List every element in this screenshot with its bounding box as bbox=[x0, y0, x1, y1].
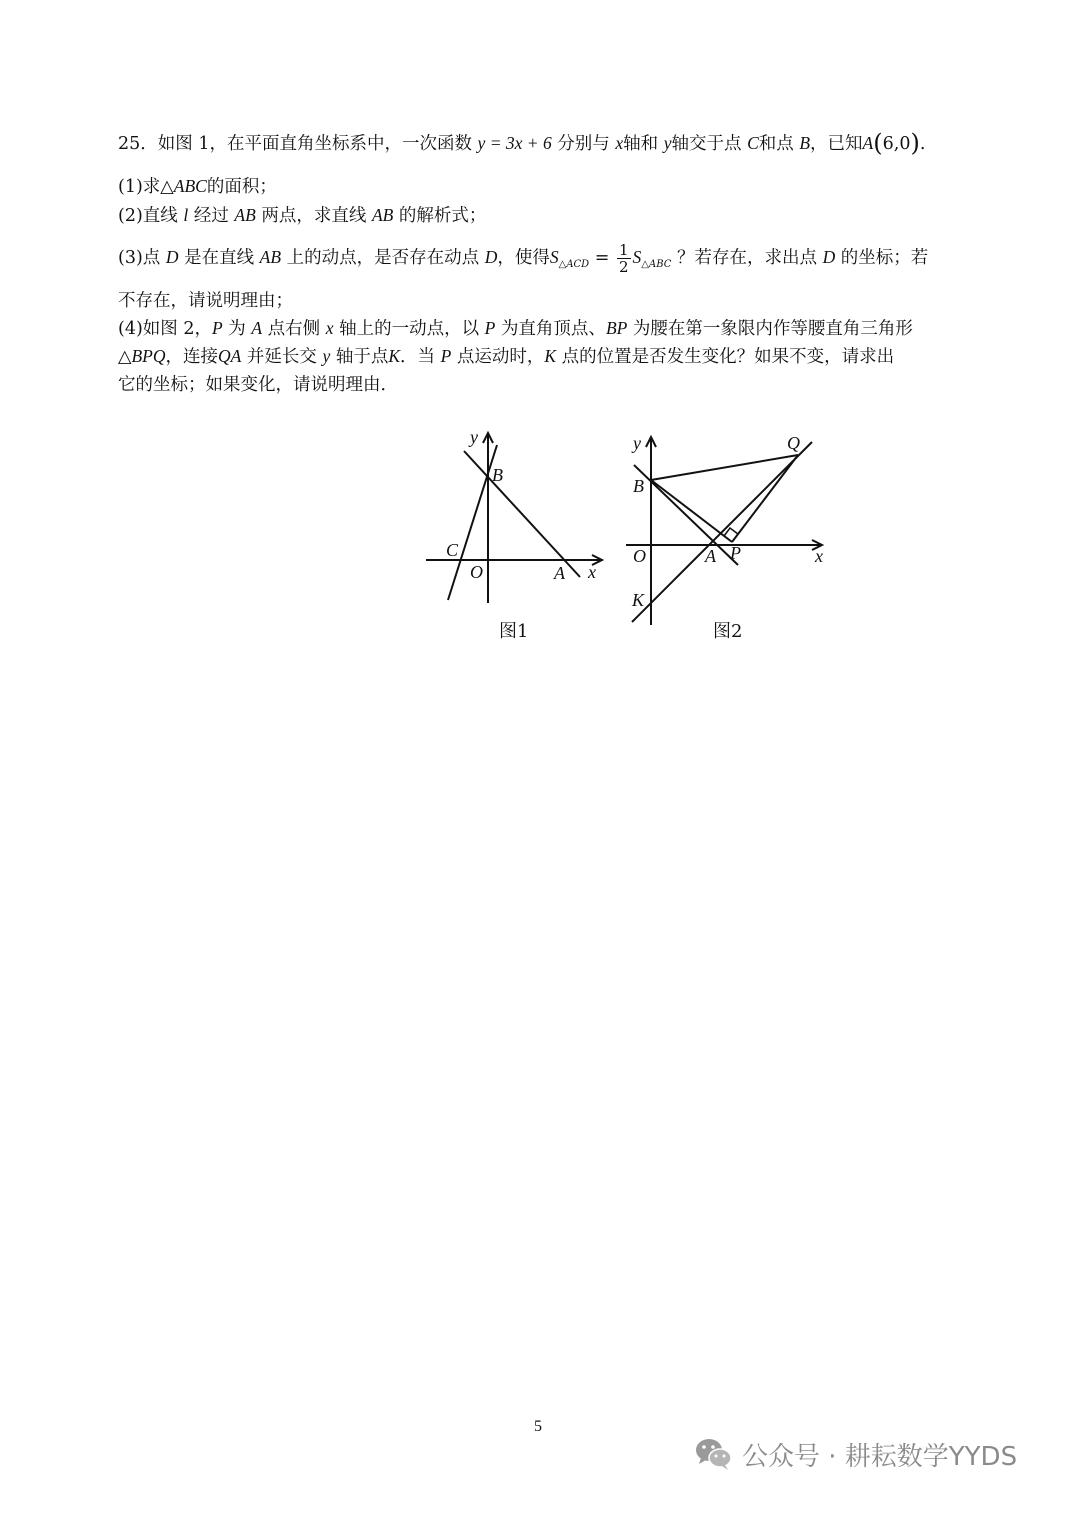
fraction-half: $\frac{1}{2}$ bbox=[619, 241, 629, 276]
figure-1-diagram bbox=[420, 425, 610, 610]
label-O: O bbox=[470, 562, 483, 582]
question-line-1: 25．如图 1，在平面直角坐标系中，一次函数 y = 3x + 6 分别与 x轴和 y轴交于点 C和点 B，已知A(6,0). bbox=[118, 129, 926, 157]
figure-1-caption: 图1 bbox=[499, 621, 529, 642]
question-part-4-line-2: △BPQ，连接QA 并延长交 y 轴于点K．当 P 点运动时，K 点的位置是否发生变化？如果不变，请求出 bbox=[118, 346, 895, 367]
label-A: A bbox=[554, 563, 565, 583]
label-A: A bbox=[705, 546, 716, 566]
figure-2-diagram bbox=[620, 425, 835, 630]
question-part-4-line-3: 它的坐标；如果变化，请说明理由． bbox=[118, 375, 398, 395]
figure-2-caption: 图2 bbox=[713, 621, 743, 642]
line-BQ bbox=[651, 455, 798, 480]
label-B: B bbox=[633, 476, 644, 496]
label-x: x bbox=[588, 562, 596, 582]
question-part-4: (4)如图 2，P 为 A 点右侧 x 轴上的一动点，以 P 为直角顶点、BP 为腰在第一象限内作等腰直角三角形 bbox=[118, 318, 913, 339]
line-B-A-extended bbox=[634, 465, 738, 565]
label-y: y bbox=[470, 427, 478, 447]
label-C: C bbox=[446, 540, 459, 560]
label-K: K bbox=[632, 590, 645, 610]
question-part-1: (1)求△ABC的面积； bbox=[118, 176, 277, 197]
label-O: O bbox=[633, 546, 646, 566]
watermark-text: 公众号 · 耕耘数学YYDS bbox=[742, 1441, 1018, 1472]
label-B: B bbox=[492, 465, 503, 485]
wechat-icon bbox=[694, 1436, 734, 1472]
line-BP bbox=[651, 480, 732, 542]
question-part-3: (3)点 D 是在直线 AB 上的动点，是否存在动点 D，使得$S_{\triangle ACD}$ = $\frac{1}{2}$ $S_{\triangle ABC}$ ？若存在，求出点 D 的坐标；若 bbox=[118, 241, 929, 276]
label-y: y bbox=[633, 433, 641, 453]
label-Q: Q bbox=[787, 433, 800, 453]
page-number: 5 bbox=[534, 1418, 542, 1435]
line-QP bbox=[732, 455, 798, 542]
label-x: x bbox=[815, 546, 823, 566]
label-P: P bbox=[730, 543, 741, 563]
question-part-2: (2)直线 l 经过 AB 两点，求直线 AB 的解析式； bbox=[118, 205, 487, 226]
line-QK bbox=[632, 442, 812, 622]
question-part-3-continued: 不存在，请说明理由； bbox=[118, 291, 293, 311]
line-AB bbox=[464, 451, 580, 577]
watermark bbox=[694, 1430, 1017, 1478]
